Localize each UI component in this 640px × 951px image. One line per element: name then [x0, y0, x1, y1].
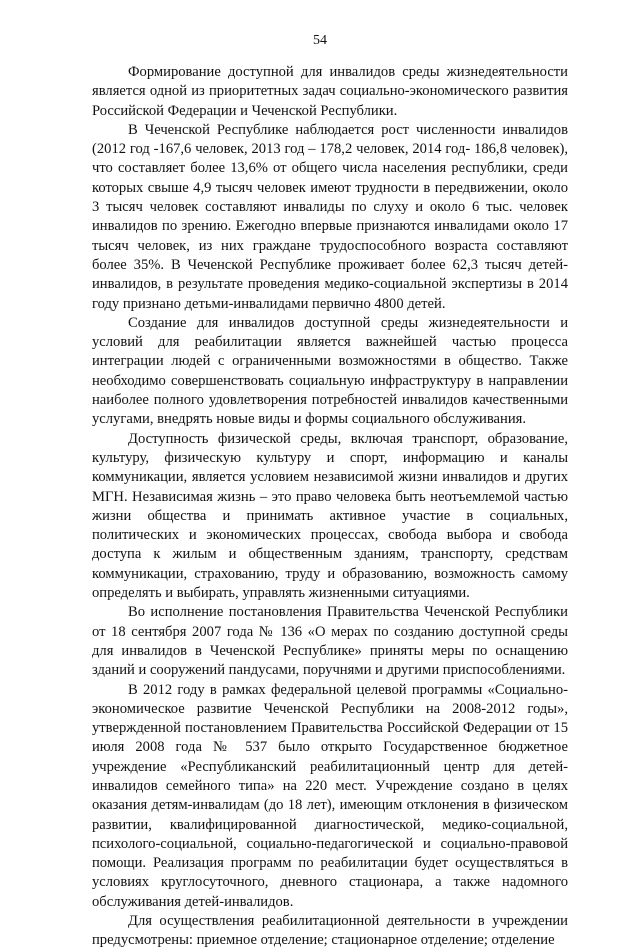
- paragraph-center-departments: Для осуществления реабилитационной деятельности в учреждении предусмотрены: приемное отделение; стационарное отделение; отделение: [92, 913, 568, 949]
- paragraph-government-resolution: Во исполнение постановления Правительства Чеченской Республики от 18 сентября 2007 года № 136 «О мерах по созданию доступной среды для инвалидов в Чеченской Республике» приняты меры по оснащению зданий и сооружений пандусами, поручнями и другими приспособлениями.: [92, 604, 568, 679]
- paragraph-disability-statistics: В Чеченской Республике наблюдается рост численности инвалидов (2012 год -167,6 человек, 2013 год – 178,2 человек, 2014 год- 186,8 человек), что составляет более 13,6% от общего числа населения республики, среди которых свыше 4,9 тысяч человек имеют трудности в передвижении, около 3 тысяч человек составляют инвалиды по слуху и около 6 тыс. человек инвалидов по зрению. Ежегодно впервые признаются инвалидами около 17 тысяч человек, из них граждане трудоспособного возраста составляют более 35%. В Чеченской Республике проживает более 62,3 тысяч детей-инвалидов, в результате проведения медико-социальной экспертизы в 2014 году признано детьми-инвалидами первично 4800 детей.: [92, 121, 568, 312]
- paragraph-rehabilitation-conditions: Создание для инвалидов доступной среды жизнедеятельности и условий для реабилитации является важнейшей частью процесса интеграции людей с ограниченными возможностями в общество. Также необходимо совершенствовать социальную инфраструктуру в направлении наиболее полного удовлетворения потребностей инвалидов качественными услугами, внедрять новые виды и формы социального обслуживания.: [92, 314, 568, 428]
- paragraph-rehabilitation-center: В 2012 году в рамках федеральной целевой программы «Социально-экономическое развитие Чеченской Республики на 2008-2012 годы», утвержденной постановлением Правительства Российской Федерации от 15 июля 2008 года № 537 было открыто Государственное бюджетное учреждение «Республиканский реабилитационный центр для детей-инвалидов семейного типа» на 220 мест. Учреждение создано в целях оказания детям-инвалидам (до 18 лет), имеющим отклонения в физическом развитии, квалифицированной диагностической, медико-социальной, психолого-социальной, социально-педагогической и социально-правовой помощи. Реализация программ по реабилитации будет осуществляться в условиях круглосуточного, дневного стационара, а также надомного обслуживания детей-инвалидов.: [92, 681, 568, 910]
- paragraph-physical-accessibility: Доступность физической среды, включая транспорт, образование, культуру, физическую культуру и спорт, информацию и каналы коммуникации, является условием независимой жизни инвалидов и других МГН. Независимая жизнь – это право человека быть неотъемлемой частью жизни общества и принимать активное участие в социальных, политических и экономических процессах, свобода выбора и свобода доступа к жилым и общественным зданиям, транспорту, средствам коммуникации, страхованию, труду и образованию, возможность самому определять и выбирать, управлять жизненными ситуациями.: [92, 430, 568, 602]
- page-number: 54: [313, 33, 327, 48]
- paragraph-accessible-environment: Формирование доступной для инвалидов среды жизнедеятельности является одной из приоритетных задач социально-экономического развития Российской Федерации и Чеченской Республики.: [92, 64, 568, 119]
- document-body: [92, 63, 568, 951]
